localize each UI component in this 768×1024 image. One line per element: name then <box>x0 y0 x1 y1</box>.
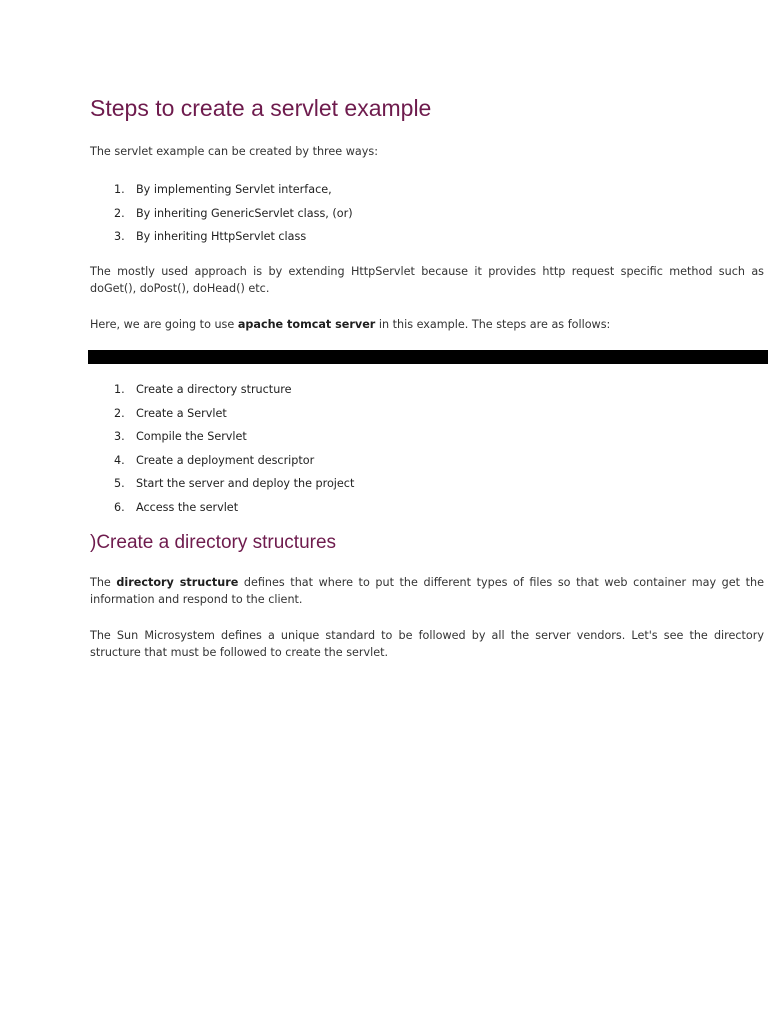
list-item <box>90 381 354 405</box>
list-item <box>90 405 354 429</box>
directory-paragraph <box>90 574 764 608</box>
list-item-text: Compile the Servlet <box>136 430 247 444</box>
page-title: Steps to create a servlet example <box>90 95 432 121</box>
intro-paragraph: The servlet example can be created by three ways: <box>90 145 378 158</box>
list-item-number: 3. <box>114 430 125 444</box>
directory-text-before: The <box>90 576 117 589</box>
list-item <box>90 205 353 229</box>
sun-paragraph: The Sun Microsystem defines a unique standard to be followed by all the server vendors. Let's see the directory structure that must be followed to create the servlet. <box>90 629 764 659</box>
list-item-number: 6. <box>114 500 125 514</box>
list-item <box>90 452 354 476</box>
list-item <box>90 475 354 499</box>
list-item-number: 2. <box>114 206 125 220</box>
list-item-number: 4. <box>114 453 125 467</box>
list-item <box>90 181 353 205</box>
ways-list <box>90 181 353 252</box>
list-item-text: Start the server and deploy the project <box>136 477 355 491</box>
tomcat-paragraph <box>90 316 764 333</box>
tomcat-text-before: Here, we are going to use <box>90 318 238 331</box>
tomcat-text-after: in this example. The steps are as follows: <box>375 318 611 331</box>
list-item-text: Create a Servlet <box>136 406 227 420</box>
list-item-number: 1. <box>114 183 125 196</box>
list-item-number: 3. <box>114 230 125 244</box>
list-item <box>90 428 354 452</box>
list-item-number: 5. <box>114 477 125 491</box>
black-divider-bar <box>88 350 768 364</box>
list-item-text: By inheriting GenericServlet class, (or) <box>136 206 353 220</box>
list-item-text: Create a directory structure <box>136 383 292 396</box>
directory-text-after: defines that where to put the different types of files so that web container may get the information and respond to the client. <box>90 576 764 606</box>
list-item-number: 2. <box>114 406 125 420</box>
list-item <box>90 499 354 523</box>
list-item-text: By implementing Servlet interface, <box>136 183 332 196</box>
list-item <box>90 228 353 252</box>
section-heading: )Create a directory structures <box>90 532 337 553</box>
list-item-text: Access the servlet <box>136 500 239 514</box>
directory-bold-text: directory structure <box>116 576 239 589</box>
approach-paragraph: The mostly used approach is by extending HttpServlet because it provides http request specific method such as doGet(), doPost(), doHead() etc. <box>90 265 764 295</box>
tomcat-bold-text: apache tomcat server <box>237 318 376 331</box>
list-item-number: 1. <box>114 383 125 396</box>
steps-list <box>90 381 354 523</box>
list-item-text: By inheriting HttpServlet class <box>136 230 307 244</box>
list-item-text: Create a deployment descriptor <box>136 453 315 467</box>
